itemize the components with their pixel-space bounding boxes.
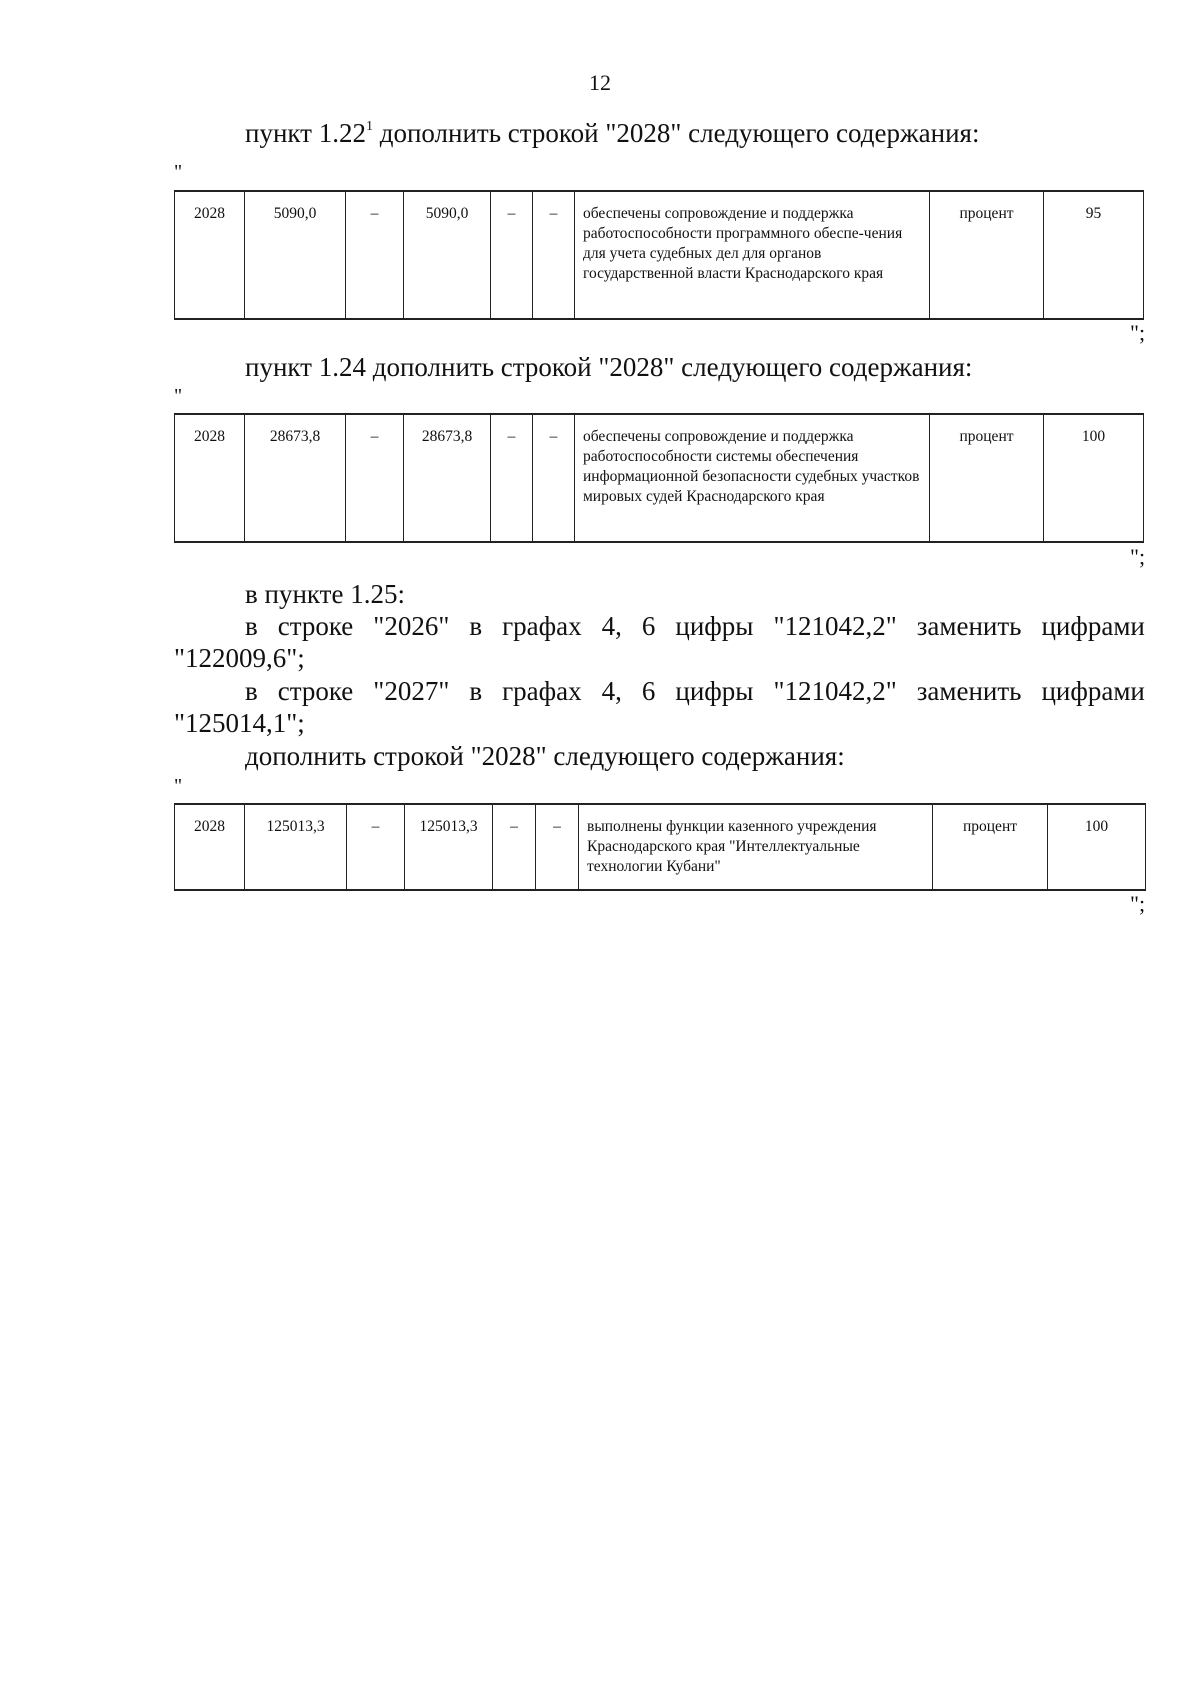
cell-total: 125013,3 <box>245 804 347 890</box>
cell-regional: 5090,0 <box>404 191 491 319</box>
cell-year: 2028 <box>175 191 245 319</box>
open-quote: " <box>174 161 183 183</box>
word: цифрами <box>1041 611 1145 641</box>
word: 6 <box>641 676 656 706</box>
item-1-25-line-2027-continuation: "125014,1"; <box>174 708 305 738</box>
amendment-table-1-24 <box>174 413 1144 543</box>
word: 6 <box>641 611 656 641</box>
word: заменить <box>916 611 1022 641</box>
item-1-25-line-2026 <box>245 610 1145 642</box>
amendment-table-1-25 <box>174 803 1146 891</box>
table-row <box>175 414 1144 542</box>
close-quote: "; <box>1130 544 1146 569</box>
cell-federal: – <box>347 804 405 890</box>
cell-regional: 125013,3 <box>405 804 493 890</box>
word: графах <box>502 611 582 641</box>
cell-local: – <box>493 804 536 890</box>
word: строке <box>277 611 354 641</box>
table-row <box>175 191 1144 319</box>
word: в <box>245 611 258 641</box>
word: строке <box>277 676 354 706</box>
word: в <box>245 676 258 706</box>
cell-unit: процент <box>933 804 1048 890</box>
cell-total: 28673,8 <box>245 414 346 542</box>
cell-federal: – <box>346 414 404 542</box>
cell-year: 2028 <box>175 804 245 890</box>
cell-value: 95 <box>1044 191 1144 319</box>
cell-unit: процент <box>930 191 1044 319</box>
cell-extra: – <box>533 191 575 319</box>
word: заменить <box>916 676 1022 706</box>
cell-total: 5090,0 <box>245 191 346 319</box>
word: "2027" <box>373 676 450 706</box>
heading-text-tail: дополнить строкой "2028" следующего содержания: <box>372 118 980 148</box>
word: графах <box>502 676 582 706</box>
cell-federal: – <box>346 191 404 319</box>
word: цифры <box>675 611 754 641</box>
cell-value: 100 <box>1048 804 1146 890</box>
item-1-25-line-2027 <box>245 675 1145 707</box>
cell-unit: процент <box>930 414 1044 542</box>
heading-text: пункт 1.22 <box>245 118 366 148</box>
close-quote: "; <box>1130 320 1146 345</box>
word: в <box>469 676 483 706</box>
cell-description: выполнены функции казенного учреждения Краснодарского края "Интеллектуальные технологии Кубани" <box>579 804 933 890</box>
heading-superscript: 1 <box>365 119 373 134</box>
section-heading-1-24: пункт 1.24 дополнить строкой "2028" следующего содержания: <box>245 352 973 382</box>
word: "121042,2" <box>773 611 897 641</box>
cell-description: обеспечены сопровождение и поддержка работоспособности программного обеспе-чения для учета судебных дел для органов государственной власти Краснодарского края <box>575 191 930 319</box>
section-heading-1-22-1 <box>245 118 979 149</box>
word: цифрами <box>1041 676 1145 706</box>
open-quote: " <box>174 775 183 797</box>
word: 4, <box>601 676 622 706</box>
cell-local: – <box>491 191 533 319</box>
word: "2026" <box>373 611 450 641</box>
item-1-25-line-2026-continuation: "122009,6"; <box>174 643 305 673</box>
cell-year: 2028 <box>175 414 245 542</box>
cell-description: обеспечены сопровождение и поддержка работоспособности системы обеспечения информационной безопасности судебных участков мировых судей Краснодарского края <box>575 414 930 542</box>
amendment-table-1-22-1 <box>174 190 1144 320</box>
item-1-25-add-heading: дополнить строкой "2028" следующего содержания: <box>245 741 845 771</box>
open-quote: " <box>174 385 183 407</box>
cell-regional: 28673,8 <box>404 414 491 542</box>
cell-extra: – <box>536 804 579 890</box>
cell-value: 100 <box>1044 414 1144 542</box>
cell-extra: – <box>533 414 575 542</box>
word: в <box>469 611 483 641</box>
page-number: 12 <box>589 70 611 95</box>
item-1-25-intro: в пункте 1.25: <box>245 579 405 609</box>
word: 4, <box>601 611 622 641</box>
cell-local: – <box>491 414 533 542</box>
word: "121042,2" <box>773 676 897 706</box>
close-quote: "; <box>1130 891 1146 916</box>
table-row <box>175 804 1146 890</box>
word: цифры <box>675 676 754 706</box>
